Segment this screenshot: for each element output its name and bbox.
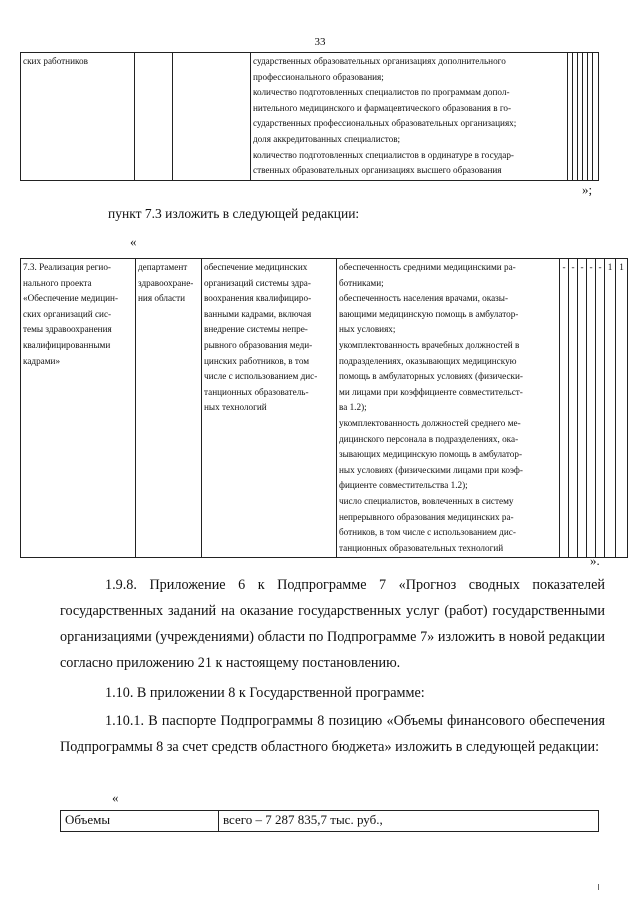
table-line: танционных образовательных технологий — [339, 542, 504, 553]
table-line: темы здравоохранения — [23, 324, 112, 335]
paragraph-text: 1.9.8. Приложение 6 к Подпрограмме 7 «Прогноз сводных показателей государственных заданий на оказание государственных услуг (работ) государственными организациями (учреждениями) области по Подпрограмме 7» изложить в новой редакции согласно приложению 21 к настоящему постановлению. — [60, 577, 605, 671]
table-line: ботников, в том числе с использованием дис- — [339, 527, 516, 538]
table-line: сударственных образовательных организациях дополнительного — [253, 56, 506, 66]
table-cell-year-value: - — [560, 259, 569, 558]
paragraph-1-10-1 — [60, 708, 605, 760]
table-line: непрерывного образования медицинских ра- — [339, 511, 514, 522]
indicators-table-continued — [20, 52, 599, 181]
table-line: квалифицированными — [23, 339, 111, 350]
table-cell-year-value: - — [569, 259, 578, 558]
table-line: рывного образования меди- — [204, 339, 313, 350]
table-line: ванными кадрами, включая — [204, 308, 312, 319]
paragraph-1-9-8 — [60, 572, 605, 676]
table-line: ных условиях; — [339, 324, 396, 335]
paragraph-1-10 — [60, 680, 605, 706]
table-line: обеспеченность средними медицинскими ра- — [339, 262, 516, 272]
section-heading: пункт 7.3 изложить в следующей редакции: — [108, 206, 360, 221]
table-line: вающими медицинскую помощь в амбулатор- — [339, 308, 519, 319]
table-line: фициенте совместительства 1.2); — [339, 480, 468, 491]
table-cell-value: всего – 7 287 835,7 тыс. руб., — [219, 811, 599, 832]
scan-mark — [598, 884, 599, 890]
table-line: департамент — [138, 262, 188, 272]
table-line: числе с использованием дис- — [204, 371, 318, 382]
table-line: подразделениях, оказывающих медицинскую — [339, 355, 517, 366]
table-line: ния области — [138, 293, 186, 304]
table-line: «Обеспечение медицин- — [23, 293, 119, 304]
table-cell-year-value: 1 — [605, 259, 616, 558]
table-line: кадрами» — [23, 355, 61, 366]
table-line: танционных образователь- — [204, 386, 309, 397]
table-line: ных условиях (физическими лицами при коэф- — [339, 464, 523, 475]
closing-quote: ». — [590, 553, 600, 568]
table-cell-year-value: 1 — [616, 259, 628, 558]
table-cell-col2 — [135, 53, 173, 181]
table-cell-year — [593, 53, 599, 181]
table-cell-col3 — [173, 53, 251, 181]
table-line: количество подготовленных специалистов по программам допол- — [253, 87, 510, 98]
table-cell-indicators — [251, 53, 568, 181]
table-cell-year-value: - — [596, 259, 605, 558]
opening-quote: « — [130, 234, 137, 249]
table-cell-indicators — [337, 259, 560, 558]
table-line: здравоохране- — [138, 277, 194, 288]
table-line: воохранения квалифициро- — [204, 293, 312, 304]
table-line: количество подготовленных специалистов в ординатуре в государ- — [253, 149, 514, 160]
table-cell-year-value: - — [578, 259, 587, 558]
table-line: ственных образовательных организациях высшего образования — [253, 165, 502, 176]
table-line: число специалистов, вовлеченных в систему — [339, 495, 514, 506]
table-line: зывающих медицинскую помощь в амбулатор- — [339, 449, 523, 460]
table-line: ных технологий — [204, 402, 267, 413]
paragraph-text: 1.10. В приложении 8 к Государственной программе: — [105, 685, 425, 701]
table-cell-project — [21, 259, 136, 558]
table-line: внедрение системы непре- — [204, 324, 308, 335]
paragraph-text: 1.10.1. В паспорте Подпрограммы 8 позицию «Объемы финансового обеспечения Подпрограммы 8 за счет средств областного бюджета» изложить в следующей редакции: — [60, 713, 605, 755]
table-line: ми лицами при коэффициенте совместительст- — [339, 386, 523, 397]
volumes-table — [60, 810, 599, 832]
table-cell-result — [202, 259, 337, 558]
table-line: обеспечение медицинских — [204, 262, 308, 272]
table-line: организаций системы здра- — [204, 277, 311, 288]
table-line: доля аккредитованных специалистов; — [253, 133, 401, 144]
table-line: 7.3. Реализация регио- — [23, 262, 111, 272]
table-line: помощь в амбулаторных условиях (физически- — [339, 371, 523, 382]
table-line: ва 1.2); — [339, 402, 367, 413]
opening-quote: « — [112, 790, 119, 805]
closing-quote: »; — [582, 182, 593, 197]
table-line: сударственных профессиональных образовательных организациях; — [253, 118, 517, 129]
table-cell-label: Объемы — [61, 811, 219, 832]
table-line: ских организаций сис- — [23, 308, 112, 319]
table-cell-year-value: - — [587, 259, 596, 558]
table-cell-executor — [136, 259, 202, 558]
table-line: нального проекта — [23, 277, 92, 288]
table-line: нительного медицинского и фармацевтического образования в го- — [253, 102, 512, 113]
item-7-3-table — [20, 258, 628, 558]
table-line: профессионального образования; — [253, 71, 384, 82]
table-line: укомплектованность врачебных должностей в — [339, 339, 520, 350]
table-line: цинских работников, в том — [204, 355, 310, 366]
table-cell-col1: ских работников — [21, 53, 135, 181]
table-line: ботниками; — [339, 277, 384, 288]
table-line: дицинского персонала в подразделениях, ока- — [339, 433, 519, 444]
table-line: укомплектованность должностей среднего ме- — [339, 417, 521, 428]
page-number: 33 — [314, 36, 326, 48]
table-line: обеспеченность населения врачами, оказы- — [339, 293, 509, 304]
